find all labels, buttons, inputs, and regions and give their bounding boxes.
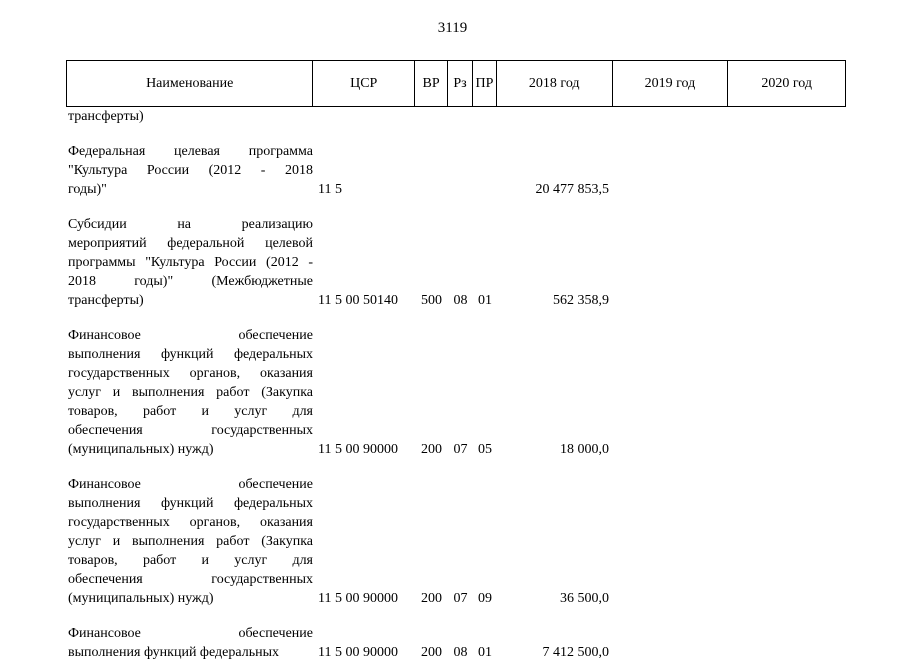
row-2018: 20 477 853,5: [535, 182, 609, 197]
row-rz: 07: [453, 442, 468, 457]
row-name-line: выполнения функций федеральных: [68, 496, 313, 511]
row-name-line: годы)": [68, 182, 107, 197]
row-name-line: товаров, работ и услуг для: [68, 404, 313, 419]
row-name-line: выполнения функций федеральных: [68, 645, 279, 660]
table-row: [66, 624, 846, 662]
row-name-line: (муниципальных) нужд): [68, 442, 214, 457]
table-row: [66, 142, 846, 199]
row-csr: 11 5: [318, 182, 342, 197]
row-name-line: Финансовое обеспечение: [68, 328, 313, 343]
row-2018: 7 412 500,0: [542, 645, 609, 660]
row-rz: 08: [453, 293, 468, 308]
header-csr: ЦСР: [313, 61, 415, 106]
row-name-line: Финансовое обеспечение: [68, 477, 313, 492]
row-name-line: товаров, работ и услуг для: [68, 553, 313, 568]
row-name-line: государственных органов, оказания: [68, 515, 313, 530]
row-name-line: обеспечения государственных: [68, 572, 313, 587]
row-name: [66, 142, 313, 199]
row-name-line: услуг и выполнения работ (Закупка: [68, 534, 313, 549]
row-2018: 36 500,0: [560, 591, 609, 606]
table-row: [66, 326, 846, 459]
row-2018: 562 358,9: [553, 293, 609, 308]
row-name-line: выполнения функций федеральных: [68, 347, 313, 362]
row-csr: 11 5 00 90000: [318, 645, 398, 660]
row-vr: 200: [421, 442, 442, 457]
header-pr: ПР: [473, 61, 497, 106]
row-name-line: трансферты): [68, 293, 144, 308]
row-name-line: Федеральная целевая программа: [68, 144, 313, 159]
table-row: [66, 475, 846, 608]
row-name-line: программы "Культура России (2012 -: [68, 255, 313, 270]
row-name: [66, 624, 313, 662]
page-number: 3119: [437, 20, 468, 36]
row-name-line: (муниципальных) нужд): [68, 591, 214, 606]
row-name-line: услуг и выполнения работ (Закупка: [68, 385, 313, 400]
row-csr: 11 5 00 90000: [318, 442, 398, 457]
row-name-line: обеспечения государственных: [68, 423, 313, 438]
row-name: [66, 475, 313, 608]
table-body: [66, 107, 846, 662]
table-header: [66, 60, 846, 107]
header-2020: 2020 год: [761, 75, 812, 91]
row-vr: 500: [421, 293, 442, 308]
header-rz: Рз: [448, 61, 473, 106]
row-name-line: Финансовое обеспечение: [68, 626, 313, 641]
row-name: [66, 107, 313, 126]
row-2018: 18 000,0: [560, 442, 609, 457]
row-rz: 07: [453, 591, 468, 606]
row-rz: 08: [453, 645, 468, 660]
row-pr: 05: [478, 442, 492, 457]
table-row: [66, 215, 846, 310]
row-name: [66, 215, 313, 310]
table-row: [66, 107, 846, 126]
row-csr: 11 5 00 90000: [318, 591, 398, 606]
row-name-line: Субсидии на реализацию: [68, 217, 313, 232]
row-name-line: трансферты): [68, 109, 144, 124]
row-name-line: государственных органов, оказания: [68, 366, 313, 381]
row-vr: 200: [421, 591, 442, 606]
row-pr: 01: [478, 293, 492, 308]
header-2019: 2019 год: [613, 61, 729, 106]
row-name: [66, 326, 313, 459]
row-pr: 01: [478, 645, 492, 660]
header-2018: 2018 год: [497, 61, 613, 106]
header-name: Наименование: [67, 61, 313, 106]
row-name-line: "Культура России (2012 - 2018: [68, 163, 313, 178]
row-csr: 11 5 00 50140: [318, 293, 398, 308]
header-vr: ВР: [415, 61, 448, 106]
row-vr: 200: [421, 645, 442, 660]
row-name-line: мероприятий федеральной целевой: [68, 236, 313, 251]
row-name-line: 2018 годы)" (Межбюджетные: [68, 274, 313, 289]
row-pr: 09: [478, 591, 492, 606]
